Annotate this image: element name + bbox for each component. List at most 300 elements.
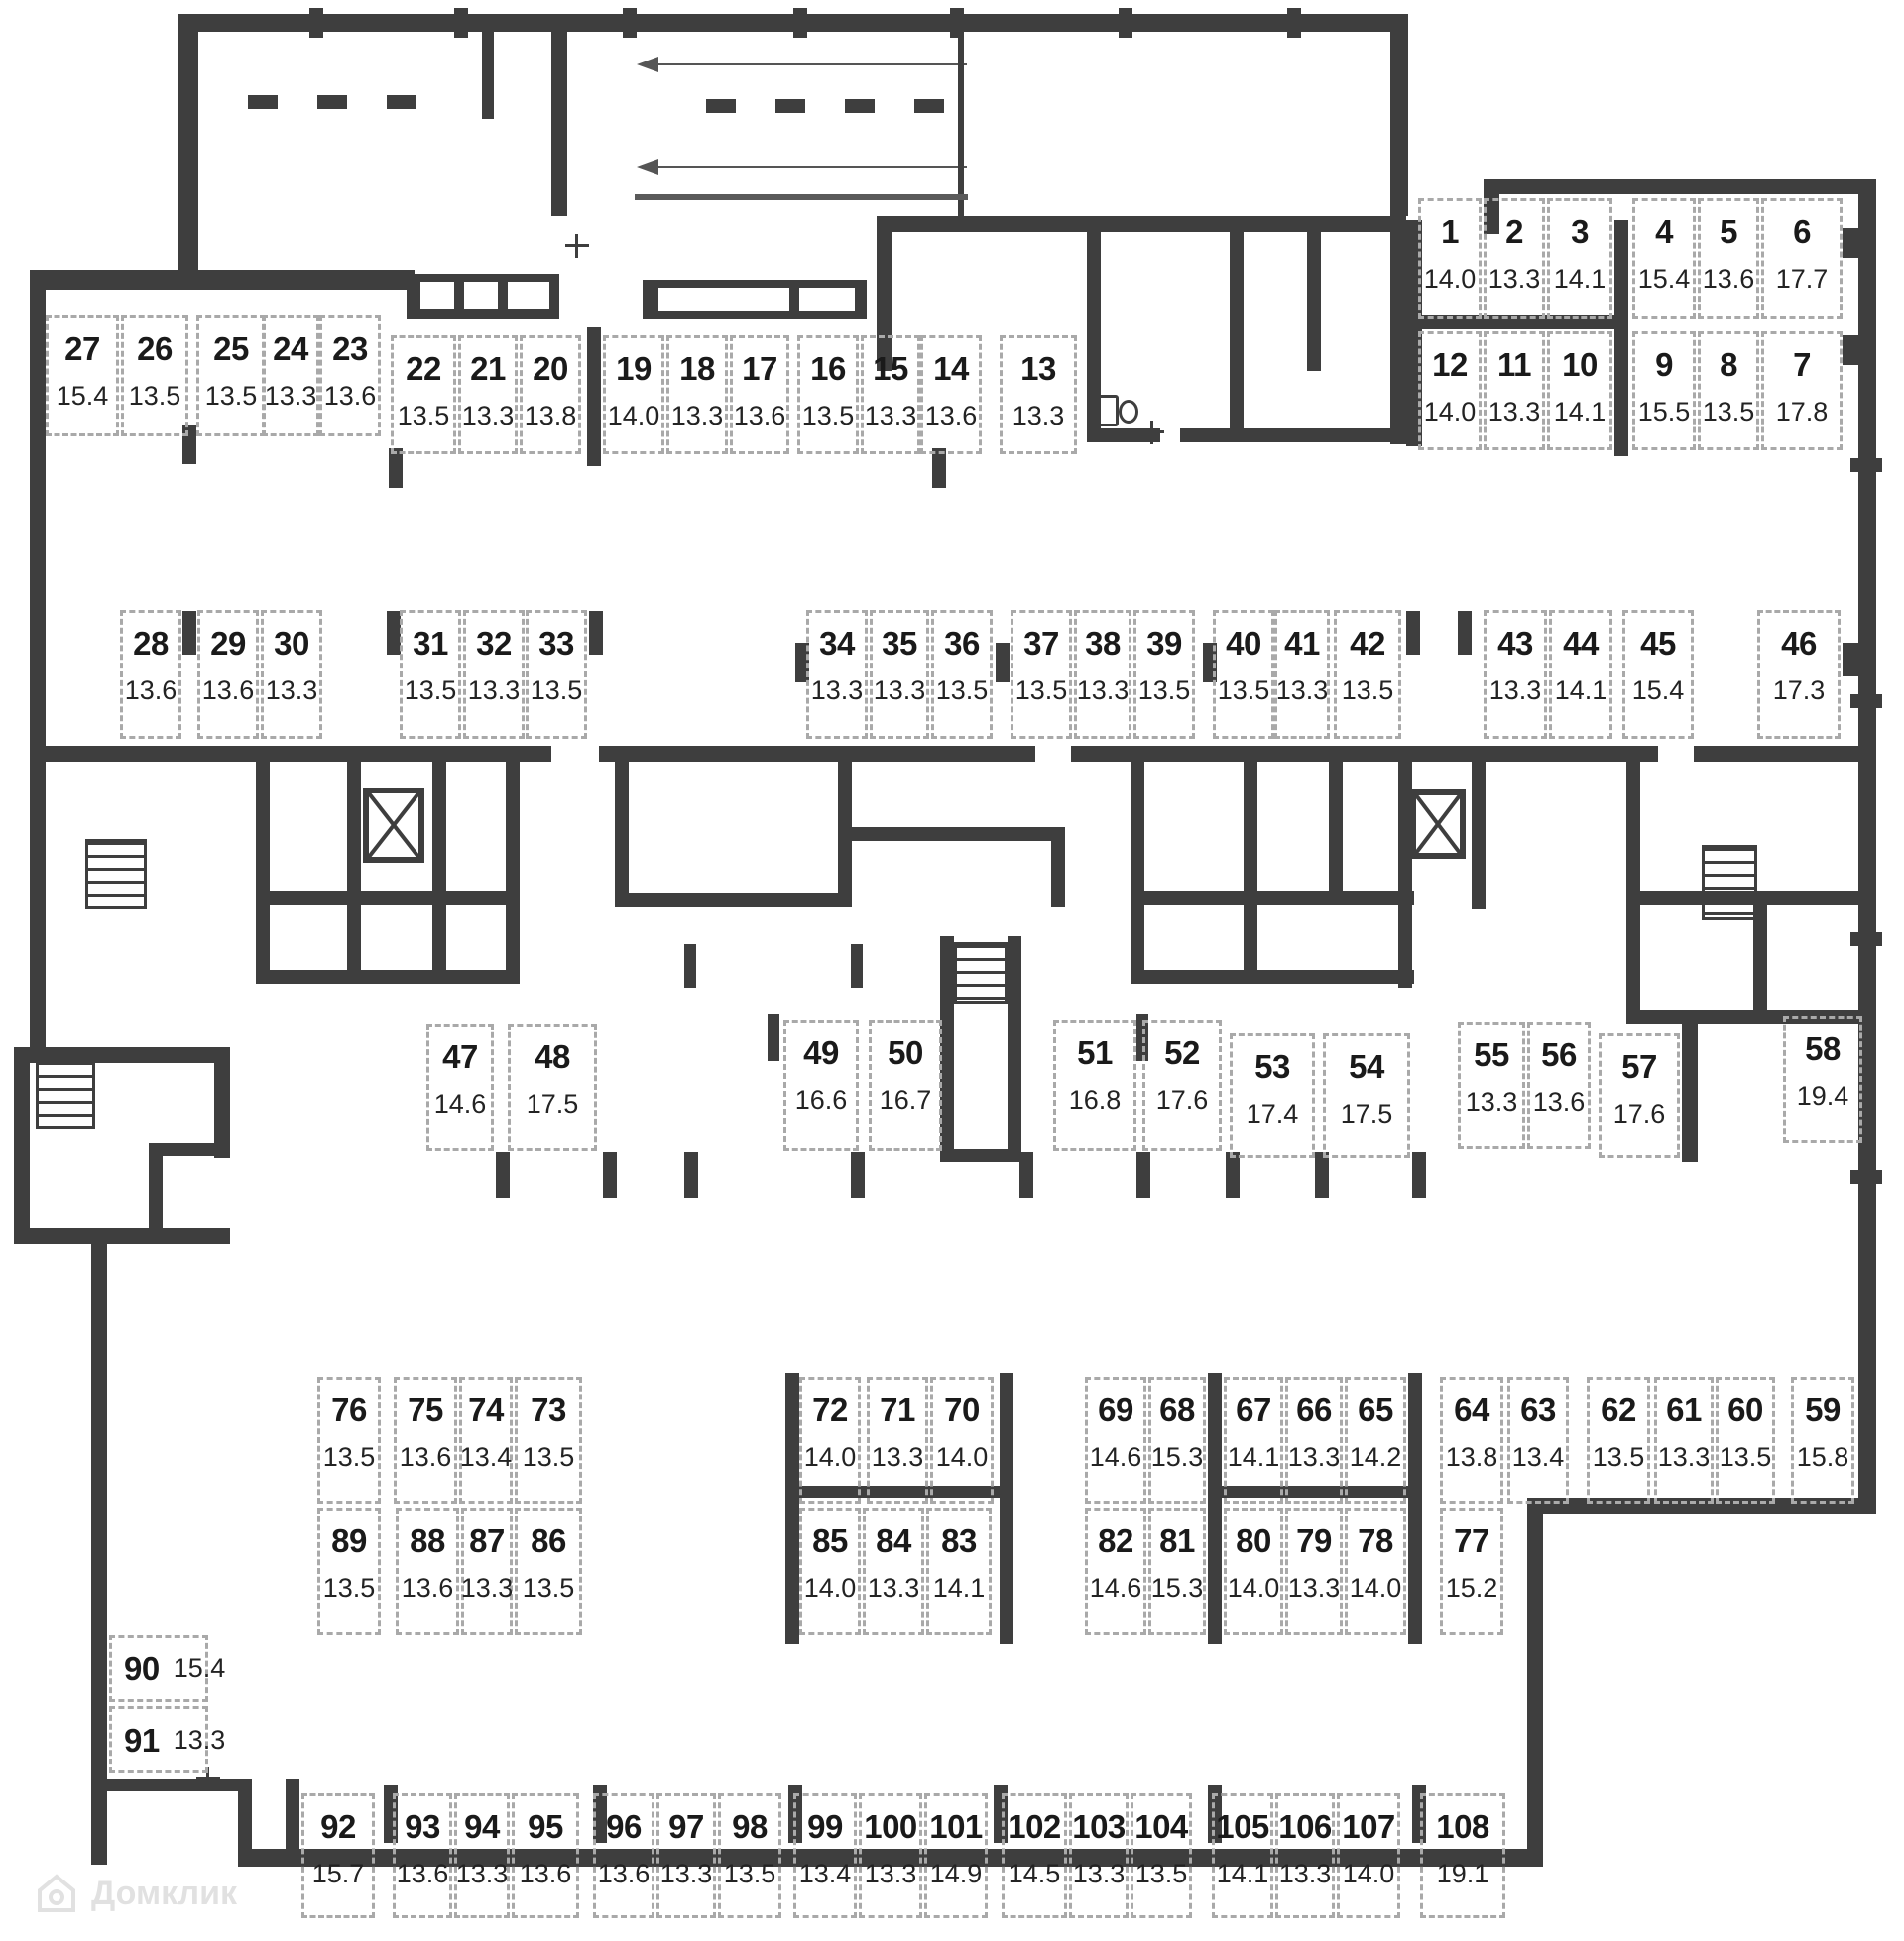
parking-spot-36[interactable] <box>931 610 993 739</box>
spot-area: 13.6 <box>401 1573 454 1603</box>
parking-spot-50[interactable] <box>869 1020 942 1151</box>
parking-spot-55[interactable] <box>1458 1022 1525 1149</box>
parking-spot-72[interactable] <box>799 1377 861 1504</box>
parking-spot-108[interactable] <box>1420 1793 1505 1918</box>
spot-area: 13.5 <box>723 1859 776 1888</box>
spot-area: 14.1 <box>932 1573 986 1603</box>
wall-segment <box>1843 228 1858 258</box>
spot-area: 14.0 <box>803 1573 857 1603</box>
spot-area: 13.3 <box>264 381 317 411</box>
parking-spot-44[interactable] <box>1549 610 1612 739</box>
spot-area: 13.5 <box>1134 1859 1188 1888</box>
spot-number: 61 <box>1666 1392 1702 1428</box>
spot-number: 27 <box>64 330 100 367</box>
parking-spot-59[interactable] <box>1791 1377 1854 1504</box>
wall-segment <box>1843 335 1858 365</box>
spot-number: 94 <box>464 1808 500 1845</box>
parking-spot-64[interactable] <box>1440 1377 1503 1504</box>
spot-number: 88 <box>410 1522 445 1559</box>
parking-spot-101[interactable] <box>924 1793 988 1918</box>
spot-number: 17 <box>742 350 777 387</box>
parking-spot-104[interactable] <box>1130 1793 1192 1918</box>
spot-number: 103 <box>1072 1808 1126 1845</box>
spot-number: 70 <box>944 1392 980 1428</box>
parking-spot-80[interactable] <box>1224 1508 1283 1635</box>
parking-spot-96[interactable] <box>593 1793 654 1918</box>
spot-area: 15.3 <box>1150 1442 1204 1472</box>
parking-spot-7[interactable] <box>1761 331 1843 450</box>
wall-segment <box>785 1373 799 1644</box>
watermark <box>34 1871 237 1916</box>
spot-number: 89 <box>331 1522 367 1559</box>
spot-area: 13.5 <box>1592 1442 1645 1472</box>
spot-area: 13.3 <box>1275 675 1329 705</box>
parking-spot-74[interactable] <box>459 1377 513 1504</box>
parking-spot-49[interactable] <box>783 1020 859 1151</box>
parking-spot-89[interactable] <box>317 1508 381 1635</box>
spot-number: 76 <box>331 1392 367 1428</box>
spot-area: 13.5 <box>1014 675 1068 705</box>
spot-number: 98 <box>732 1808 768 1845</box>
wall-segment <box>996 643 1010 682</box>
parking-spot-43[interactable] <box>1484 610 1547 739</box>
parking-spot-23[interactable] <box>319 315 381 436</box>
wall-segment <box>1130 891 1414 905</box>
spot-number: 81 <box>1159 1522 1195 1559</box>
parking-spot-6[interactable] <box>1761 198 1843 319</box>
wall-segment <box>1087 428 1160 442</box>
wall-segment <box>1472 750 1486 909</box>
spot-area: 14.0 <box>1423 264 1477 294</box>
spot-area: 13.3 <box>173 1724 226 1755</box>
wall-segment <box>551 32 567 216</box>
spot-area: 14.1 <box>1553 397 1606 426</box>
wall-segment <box>1244 750 1257 984</box>
parking-spot-11[interactable] <box>1484 331 1545 450</box>
spot-area: 17.6 <box>1155 1085 1209 1115</box>
wall-segment <box>1244 428 1402 442</box>
spot-number: 58 <box>1805 1031 1841 1067</box>
wall-segment <box>932 448 946 488</box>
parking-spot-60[interactable] <box>1716 1377 1775 1504</box>
parking-spot-22[interactable] <box>391 335 456 454</box>
spot-area: 16.7 <box>879 1085 932 1115</box>
parking-spot-66[interactable] <box>1285 1377 1343 1504</box>
parking-spot-27[interactable] <box>46 315 119 436</box>
spot-area: 14.0 <box>1227 1573 1280 1603</box>
parking-spot-37[interactable] <box>1011 610 1072 739</box>
parking-spot-42[interactable] <box>1334 610 1401 739</box>
parking-spot-102[interactable] <box>1002 1793 1067 1918</box>
parking-spot-65[interactable] <box>1345 1377 1406 1504</box>
parking-spot-38[interactable] <box>1074 610 1131 739</box>
spot-area: 13.3 <box>1072 1859 1126 1888</box>
wall-segment <box>775 99 805 113</box>
wall-segment <box>1226 1152 1240 1198</box>
parking-spot-41[interactable] <box>1274 610 1330 739</box>
wall-segment <box>1527 1498 1543 1867</box>
spot-number: 84 <box>876 1522 911 1559</box>
spot-area: 13.3 <box>1278 1859 1332 1888</box>
parking-spot-47[interactable] <box>426 1024 494 1151</box>
spot-number: 77 <box>1454 1522 1489 1559</box>
parking-spot-19[interactable] <box>603 335 664 454</box>
stairs-icon <box>1702 845 1757 920</box>
wall-segment <box>30 746 1860 762</box>
spot-area: 15.4 <box>173 1652 226 1683</box>
spot-area: 13.3 <box>1465 1087 1518 1117</box>
spot-area: 13.6 <box>597 1859 651 1888</box>
parking-spot-62[interactable] <box>1587 1377 1650 1504</box>
spot-number: 105 <box>1216 1808 1269 1845</box>
parking-spot-70[interactable] <box>930 1377 994 1504</box>
wall-segment <box>1051 827 1065 907</box>
spot-area: 15.2 <box>1445 1573 1498 1603</box>
parking-spot-87[interactable] <box>461 1508 513 1635</box>
wall-segment <box>286 1779 299 1855</box>
wall-segment <box>615 746 629 905</box>
wall-segment <box>768 1014 779 1061</box>
spot-area: 13.6 <box>519 1859 572 1888</box>
parking-spot-1[interactable] <box>1418 198 1482 319</box>
parking-spot-103[interactable] <box>1069 1793 1129 1918</box>
parking-spot-56[interactable] <box>1527 1022 1591 1149</box>
wall-segment <box>706 99 736 113</box>
spot-number: 5 <box>1720 213 1737 250</box>
parking-spot-84[interactable] <box>863 1508 924 1635</box>
wall-segment <box>178 14 1404 32</box>
parking-spot-34[interactable] <box>806 610 868 739</box>
spot-number: 6 <box>1793 213 1811 250</box>
spot-area: 13.3 <box>810 675 864 705</box>
parking-spot-85[interactable] <box>799 1508 861 1635</box>
spot-number: 24 <box>273 330 308 367</box>
wall-segment <box>1130 750 1144 984</box>
parking-spot-30[interactable] <box>261 610 322 739</box>
wall-segment <box>14 1228 230 1244</box>
parking-spot-51[interactable] <box>1053 1020 1136 1151</box>
spot-number: 73 <box>531 1392 566 1428</box>
spot-area: 13.5 <box>1137 675 1191 705</box>
parking-spot-90[interactable] <box>109 1635 226 1702</box>
spot-area: 13.4 <box>1511 1442 1565 1472</box>
parking-spot-93[interactable] <box>393 1793 452 1918</box>
spot-number: 83 <box>941 1522 977 1559</box>
spot-area: 14.6 <box>1089 1573 1142 1603</box>
spot-number: 30 <box>274 625 309 662</box>
spot-area: 13.3 <box>670 401 724 430</box>
parking-spot-99[interactable] <box>793 1793 857 1918</box>
parking-spot-86[interactable] <box>515 1508 582 1635</box>
wall-segment <box>838 746 852 905</box>
wall-segment <box>1315 1152 1329 1198</box>
wall-segment <box>1484 179 1874 194</box>
parking-spot-18[interactable] <box>666 335 728 454</box>
wall-segment <box>1406 611 1420 655</box>
parking-spot-78[interactable] <box>1345 1508 1406 1635</box>
wall-segment <box>1000 1373 1013 1644</box>
wall-segment <box>178 14 198 274</box>
spot-area: 14.0 <box>1349 1573 1402 1603</box>
wall-segment <box>589 611 603 655</box>
spot-area: 13.3 <box>1657 1442 1711 1472</box>
parking-spot-26[interactable] <box>121 315 188 436</box>
spot-area: 14.1 <box>1554 675 1607 705</box>
spot-number: 96 <box>606 1808 642 1845</box>
parking-spot-12[interactable] <box>1418 331 1482 450</box>
spot-area: 16.8 <box>1068 1085 1122 1115</box>
parking-spot-83[interactable] <box>926 1508 992 1635</box>
wall-segment <box>1850 694 1882 708</box>
toilet-bowl-icon <box>1119 400 1138 424</box>
spot-number: 78 <box>1358 1522 1393 1559</box>
home-icon <box>34 1871 79 1916</box>
wall-segment <box>793 8 807 38</box>
parking-spot-16[interactable] <box>797 335 859 454</box>
spot-number: 37 <box>1023 625 1059 662</box>
wall-segment <box>1019 1152 1033 1198</box>
wall-segment <box>852 827 1065 841</box>
spot-area: 17.5 <box>1340 1099 1393 1129</box>
parking-spot-24[interactable] <box>262 315 319 436</box>
wall-segment <box>1843 643 1858 676</box>
parking-spot-63[interactable] <box>1507 1377 1569 1504</box>
wall-segment <box>1850 1170 1882 1184</box>
parking-spot-39[interactable] <box>1133 610 1195 739</box>
spot-number: 46 <box>1781 625 1817 662</box>
spot-number: 20 <box>533 350 568 387</box>
parking-spot-25[interactable] <box>196 315 266 436</box>
parking-spot-48[interactable] <box>508 1024 597 1151</box>
parking-spot-91[interactable] <box>109 1706 226 1773</box>
wall-segment <box>684 1152 698 1198</box>
parking-spot-57[interactable] <box>1599 1033 1680 1158</box>
spot-area: 17.6 <box>1612 1099 1666 1129</box>
parking-spot-76[interactable] <box>317 1377 381 1504</box>
spot-number: 19 <box>616 350 652 387</box>
parking-spot-75[interactable] <box>394 1377 457 1504</box>
parking-spot-73[interactable] <box>515 1377 582 1504</box>
wall-segment <box>389 448 403 488</box>
spot-number: 82 <box>1098 1522 1133 1559</box>
spot-area: 19.4 <box>1796 1081 1849 1111</box>
parking-spot-20[interactable] <box>520 335 581 454</box>
spot-area: 19.1 <box>1436 1859 1489 1888</box>
parking-spot-79[interactable] <box>1285 1508 1343 1635</box>
spot-number: 26 <box>137 330 173 367</box>
parking-spot-52[interactable] <box>1142 1020 1222 1151</box>
wall-segment <box>103 1779 252 1791</box>
spot-area: 13.5 <box>935 675 989 705</box>
stairs-icon <box>85 839 147 909</box>
wall-segment <box>1180 428 1244 442</box>
wall-segment <box>1458 611 1472 655</box>
spot-number: 38 <box>1085 625 1121 662</box>
spot-number: 67 <box>1236 1392 1271 1428</box>
parking-spot-95[interactable] <box>512 1793 579 1918</box>
parking-spot-10[interactable] <box>1547 331 1612 450</box>
wall-segment <box>30 641 46 1049</box>
spot-number: 91 <box>124 1721 160 1759</box>
parking-spot-82[interactable] <box>1085 1508 1146 1635</box>
spot-area: 17.8 <box>1775 397 1829 426</box>
parking-spot-2[interactable] <box>1484 198 1545 319</box>
wall-segment <box>256 970 520 984</box>
spot-number: 7 <box>1793 346 1811 383</box>
spot-number: 93 <box>405 1808 440 1845</box>
spot-area: 13.4 <box>798 1859 852 1888</box>
spot-number: 48 <box>535 1038 570 1075</box>
parking-spot-28[interactable] <box>120 610 181 739</box>
parking-spot-14[interactable] <box>920 335 982 454</box>
wall-segment <box>1136 1152 1150 1198</box>
parking-spot-88[interactable] <box>396 1508 459 1635</box>
spot-number: 79 <box>1296 1522 1332 1559</box>
parking-spot-32[interactable] <box>463 610 525 739</box>
parking-spot-61[interactable] <box>1654 1377 1714 1504</box>
spot-area: 13.3 <box>1488 397 1541 426</box>
spot-number: 31 <box>413 625 448 662</box>
spot-area: 14.0 <box>1342 1859 1395 1888</box>
parking-spot-8[interactable] <box>1698 331 1759 450</box>
spot-area: 13.5 <box>404 675 457 705</box>
spot-number: 43 <box>1497 625 1533 662</box>
parking-spot-68[interactable] <box>1148 1377 1206 1504</box>
wall-segment <box>914 99 944 113</box>
spot-area: 13.3 <box>873 675 926 705</box>
wall-segment <box>940 936 954 1162</box>
spot-number: 68 <box>1159 1392 1195 1428</box>
wall-opening <box>464 282 498 309</box>
wall-segment <box>950 8 964 38</box>
parking-spot-31[interactable] <box>400 610 461 739</box>
parking-spot-3[interactable] <box>1547 198 1612 319</box>
spot-area: 14.1 <box>1216 1859 1269 1888</box>
spot-number: 100 <box>864 1808 917 1845</box>
wall-segment <box>1682 1014 1698 1162</box>
spot-area: 14.5 <box>1008 1859 1061 1888</box>
parking-spot-53[interactable] <box>1230 1033 1315 1158</box>
wall-segment <box>1614 220 1628 456</box>
parking-spot-107[interactable] <box>1337 1793 1400 1918</box>
wall-segment <box>1087 232 1101 442</box>
spot-number: 86 <box>531 1522 566 1559</box>
spot-number: 104 <box>1134 1808 1188 1845</box>
parking-spot-21[interactable] <box>458 335 518 454</box>
spot-number: 34 <box>819 625 855 662</box>
parking-spot-33[interactable] <box>526 610 587 739</box>
spot-number: 36 <box>944 625 980 662</box>
spot-area: 13.6 <box>733 401 786 430</box>
ramp-edge-line <box>635 194 968 200</box>
wall-segment <box>1008 936 1021 1162</box>
parking-spot-105[interactable] <box>1212 1793 1273 1918</box>
spot-number: 39 <box>1146 625 1182 662</box>
parking-spot-71[interactable] <box>867 1377 928 1504</box>
parking-spot-15[interactable] <box>861 335 920 454</box>
spot-number: 13 <box>1020 350 1056 387</box>
door-mark <box>565 234 589 258</box>
spot-number: 16 <box>810 350 846 387</box>
spot-number: 65 <box>1358 1392 1393 1428</box>
parking-spot-58[interactable] <box>1783 1016 1862 1143</box>
parking-spot-100[interactable] <box>859 1793 922 1918</box>
spot-area: 13.5 <box>1217 675 1270 705</box>
spot-area: 13.6 <box>124 675 178 705</box>
spot-number: 10 <box>1562 346 1598 383</box>
wall-segment <box>623 8 637 38</box>
spot-number: 102 <box>1008 1808 1061 1845</box>
parking-spot-9[interactable] <box>1632 331 1696 450</box>
wall-segment <box>587 327 601 466</box>
spot-area: 13.5 <box>522 1442 575 1472</box>
spot-area: 14.0 <box>803 1442 857 1472</box>
parking-spot-67[interactable] <box>1224 1377 1283 1504</box>
wall-segment <box>256 891 520 905</box>
parking-spot-69[interactable] <box>1085 1377 1146 1504</box>
spot-number: 9 <box>1655 346 1673 383</box>
parking-spot-45[interactable] <box>1622 610 1694 739</box>
spot-number: 4 <box>1655 213 1673 250</box>
parking-spot-94[interactable] <box>454 1793 510 1918</box>
spot-area: 13.3 <box>265 675 318 705</box>
wall-segment <box>1329 750 1343 901</box>
spot-area: 13.5 <box>322 1573 376 1603</box>
spot-number: 56 <box>1541 1036 1577 1073</box>
parking-spot-81[interactable] <box>1148 1508 1206 1635</box>
parking-spot-5[interactable] <box>1698 198 1759 319</box>
parking-spot-40[interactable] <box>1213 610 1274 739</box>
wall-segment <box>14 1047 30 1244</box>
parking-spot-35[interactable] <box>870 610 929 739</box>
parking-spot-98[interactable] <box>718 1793 781 1918</box>
spot-number: 47 <box>442 1038 478 1075</box>
spot-area: 13.3 <box>1287 1442 1341 1472</box>
parking-spot-77[interactable] <box>1440 1508 1503 1635</box>
wall-segment <box>1850 458 1882 472</box>
spot-number: 35 <box>882 625 917 662</box>
parking-spot-13[interactable] <box>1000 335 1077 454</box>
spot-area: 13.6 <box>1532 1087 1586 1117</box>
parking-spot-46[interactable] <box>1757 610 1841 739</box>
parking-spot-54[interactable] <box>1323 1033 1410 1158</box>
wall-segment <box>347 750 361 984</box>
wall-segment <box>1626 891 1864 905</box>
parking-spot-17[interactable] <box>730 335 789 454</box>
wall-segment <box>182 611 196 655</box>
spot-area: 13.5 <box>1341 675 1394 705</box>
spot-area: 13.6 <box>396 1859 449 1888</box>
spot-area: 15.8 <box>1796 1442 1849 1472</box>
spot-area: 14.1 <box>1227 1442 1280 1472</box>
wall-segment <box>1287 8 1301 38</box>
parking-spot-97[interactable] <box>656 1793 716 1918</box>
parking-spot-4[interactable] <box>1632 198 1696 319</box>
parking-spot-106[interactable] <box>1275 1793 1335 1918</box>
spot-number: 8 <box>1720 346 1737 383</box>
spot-number: 12 <box>1432 346 1468 383</box>
watermark-label: Домклик <box>91 1874 238 1912</box>
parking-spot-29[interactable] <box>197 610 259 739</box>
spot-number: 106 <box>1278 1808 1332 1845</box>
spot-area: 14.0 <box>935 1442 989 1472</box>
spot-area: 17.5 <box>526 1089 579 1119</box>
spot-number: 3 <box>1571 213 1589 250</box>
spot-area: 13.5 <box>1702 397 1755 426</box>
spot-area: 15.3 <box>1150 1573 1204 1603</box>
spot-area: 14.2 <box>1349 1442 1402 1472</box>
parking-spot-92[interactable] <box>301 1793 375 1918</box>
